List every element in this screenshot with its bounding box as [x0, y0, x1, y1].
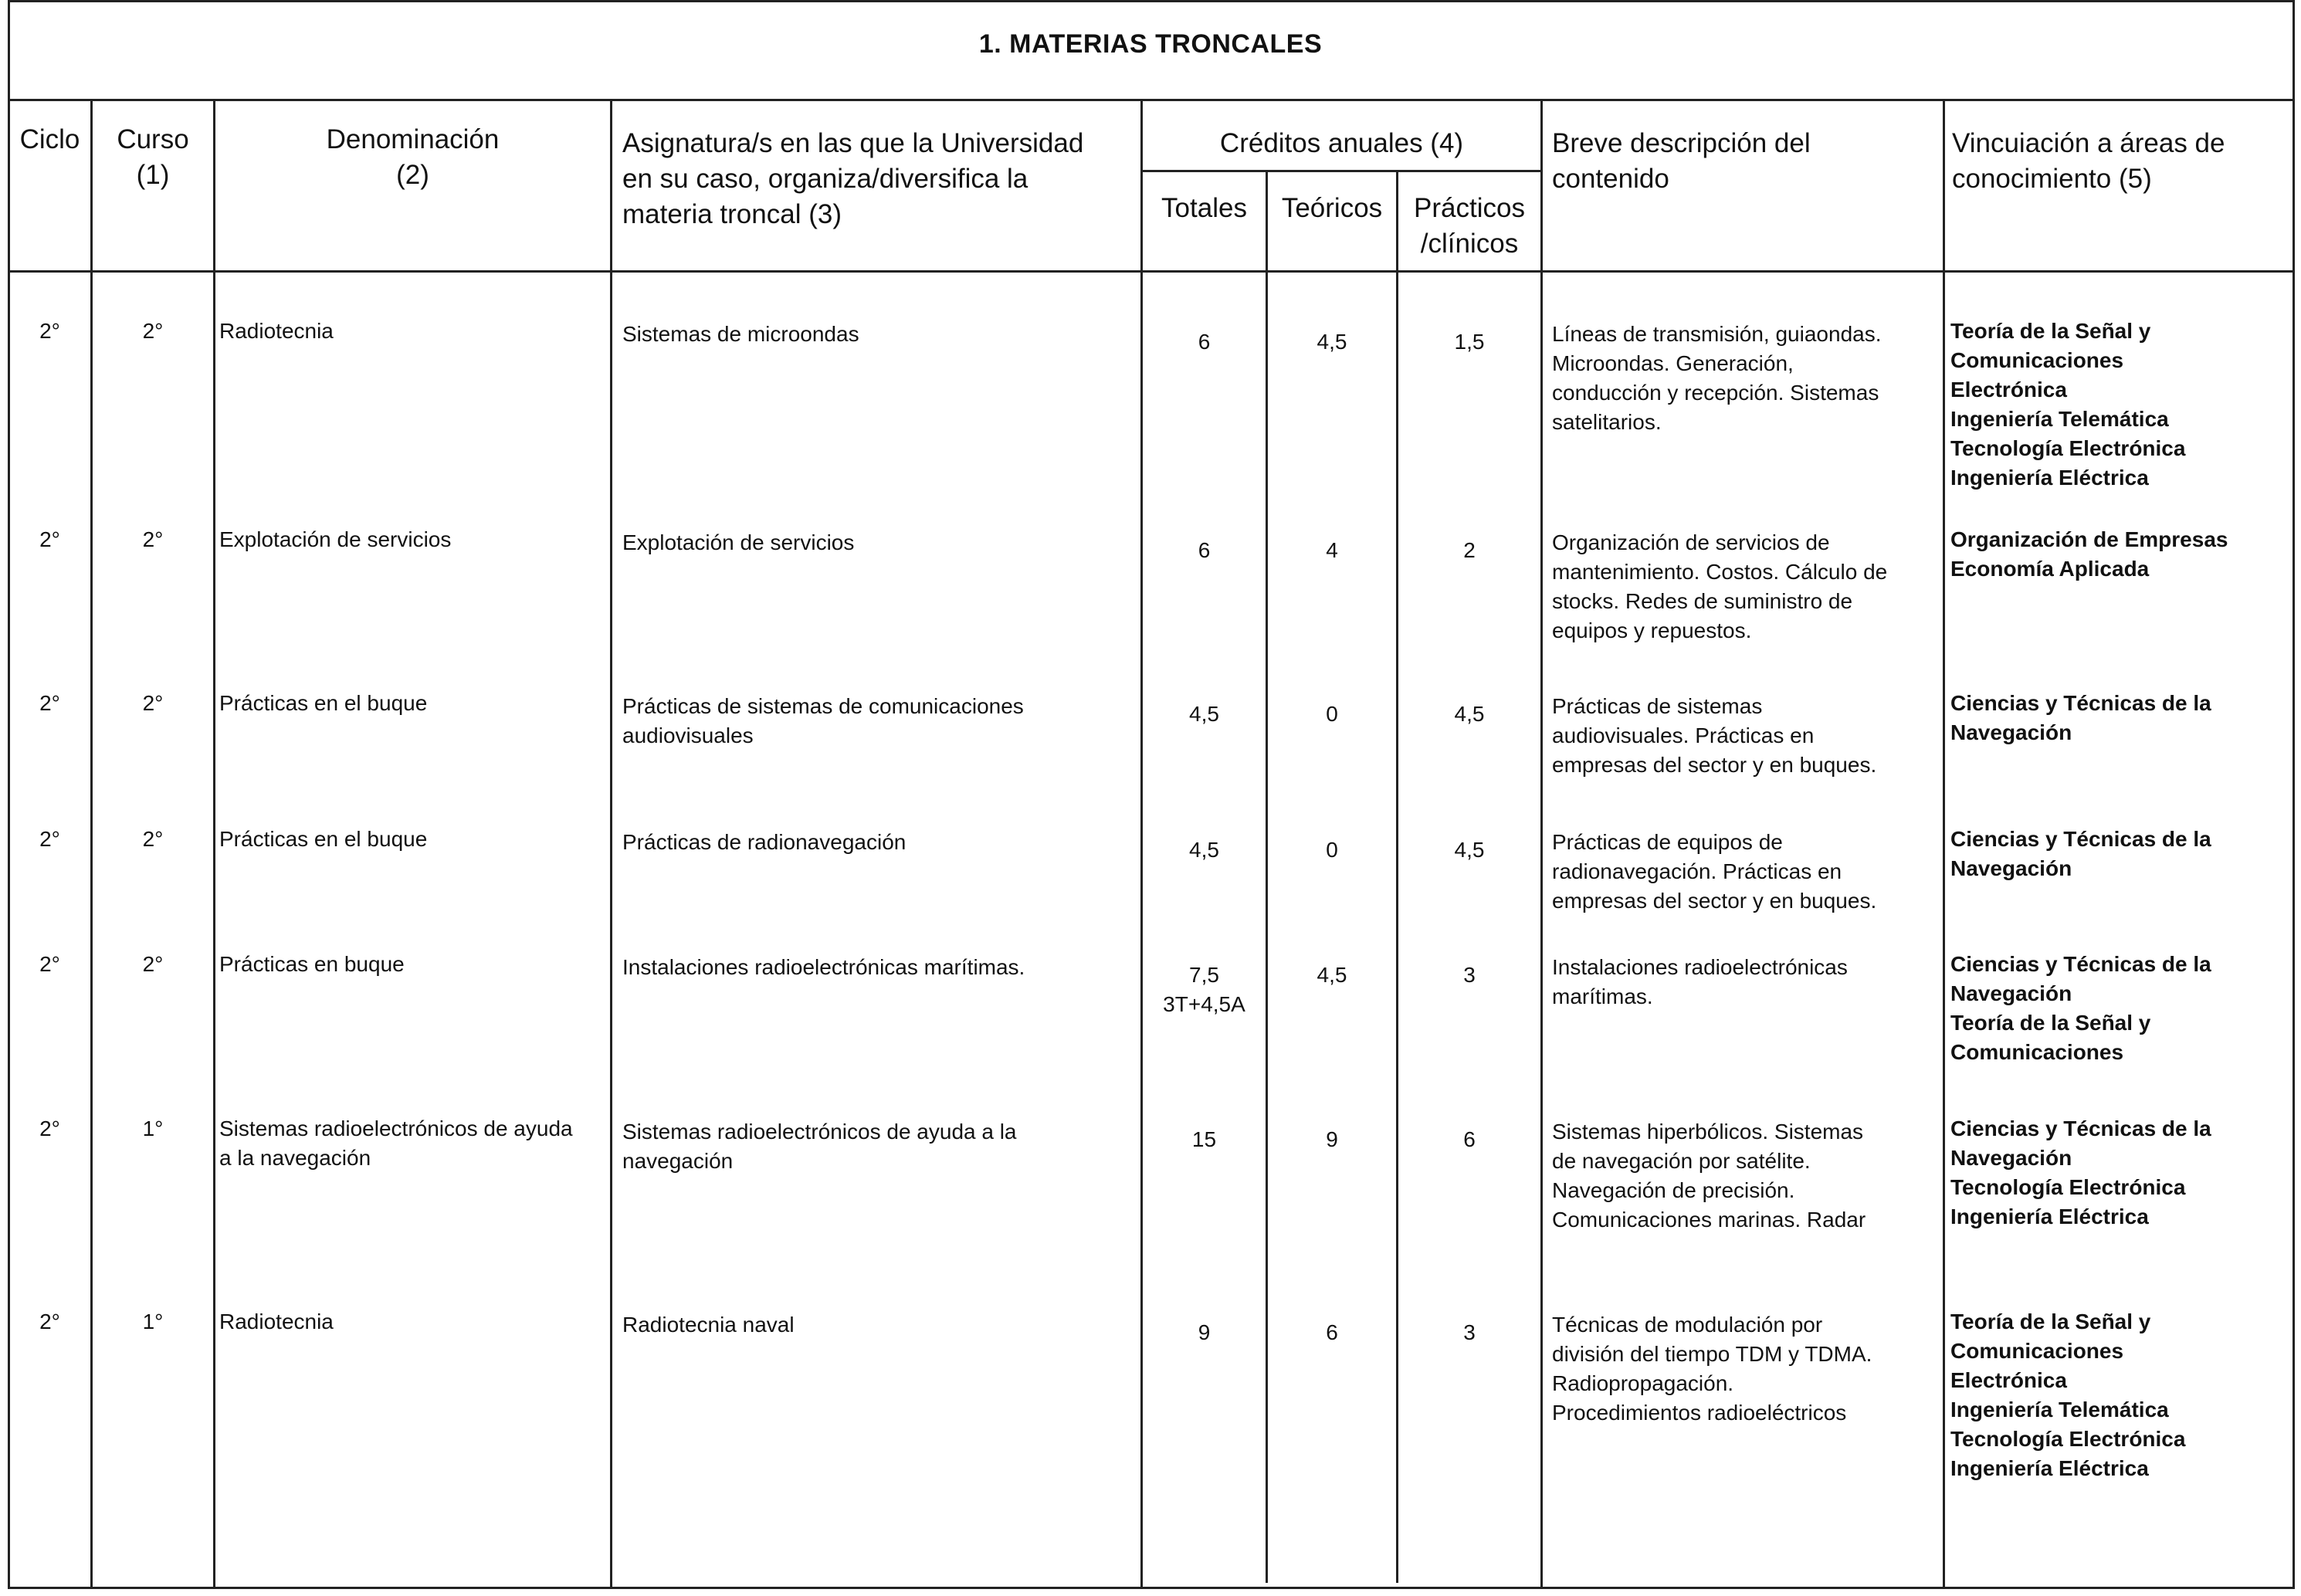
descripcion-line: Sistemas hiperbólicos. Sistemas: [1552, 1120, 1864, 1144]
totales-line: 6: [1198, 538, 1211, 562]
header-ciclo-label: Ciclo: [19, 124, 80, 154]
asignatura-line: Explotación de servicios: [622, 530, 855, 554]
curso-line: 2°: [142, 827, 164, 851]
descripcion-line: Prácticas de equipos de: [1552, 830, 1783, 854]
row-6-curso: [93, 1114, 213, 1144]
creditos-subheader-rule: [1140, 170, 1542, 172]
row-4-totales: [1143, 835, 1266, 865]
row-5-ciclo: [9, 950, 90, 979]
teoricos-line: 0: [1326, 838, 1338, 862]
row-3-totales: [1143, 700, 1266, 729]
row-5-totales: [1143, 961, 1266, 1019]
row-5-descripcion: [1552, 953, 1938, 1011]
descripcion-line: Procedimientos radioeléctricos: [1552, 1401, 1847, 1425]
descripcion-line: Líneas de transmisión, guiaondas.: [1552, 322, 1882, 346]
header-denominacion-label: Denominación: [326, 124, 500, 154]
row-6-descripcion: [1552, 1117, 1938, 1235]
areas-line: Ingeniería Telemática: [1950, 407, 2169, 431]
row-7-denominacion: [219, 1307, 605, 1337]
row-3-denominacion: [219, 689, 605, 718]
row-6-ciclo: [9, 1114, 90, 1144]
row-3-ciclo: [9, 689, 90, 718]
areas-line: Tecnología Electrónica: [1950, 1175, 2186, 1199]
descripcion-line: mantenimiento. Costos. Cálculo de: [1552, 560, 1888, 584]
descripcion-line: satelitarios.: [1552, 410, 1662, 434]
areas-line: Ingeniería Eléctrica: [1950, 1205, 2149, 1228]
row-2-areas: [1950, 525, 2294, 584]
header-vinculacion-line: Vincuiación a áreas de: [1952, 128, 2225, 158]
descripcion-line: Organización de servicios de: [1552, 530, 1830, 554]
row-2-curso: [93, 525, 213, 554]
curso-line: 1°: [142, 1117, 164, 1140]
row-1-ciclo: [9, 317, 90, 346]
page-title: 1. MATERIAS TRONCALES: [978, 29, 1323, 59]
row-3-curso: [93, 689, 213, 718]
totales-line: 9: [1198, 1320, 1211, 1344]
teoricos-line: 4,5: [1317, 963, 1347, 987]
areas-line: Tecnología Electrónica: [1950, 436, 2186, 460]
areas-line: Economía Aplicada: [1950, 557, 2150, 581]
descripcion-line: Prácticas de sistemas: [1552, 694, 1763, 718]
row-6-areas: [1950, 1114, 2294, 1232]
ciclo-line: 2°: [39, 1310, 60, 1333]
row-3-teoricos: [1268, 700, 1396, 729]
areas-line: Comunicaciones: [1950, 348, 2124, 372]
asignatura-line: Radiotecnia naval: [622, 1313, 795, 1337]
header-descripcion-line: Breve descripción del: [1552, 128, 1811, 158]
areas-line: Ingeniería Eléctrica: [1950, 466, 2149, 490]
asignatura-line: Instalaciones radioelectrónicas marítimas.: [622, 955, 1025, 979]
row-6-practicos: [1398, 1125, 1540, 1154]
row-6-totales: [1143, 1125, 1266, 1154]
header-asignatura: [622, 126, 1140, 232]
descripcion-line: Técnicas de modulación por: [1552, 1313, 1823, 1337]
descripcion-line: stocks. Redes de suministro de: [1552, 589, 1853, 613]
row-1-descripcion: [1552, 320, 1938, 437]
asignatura-line: Sistemas de microondas: [622, 322, 859, 346]
header-descripcion-line: contenido: [1552, 164, 1669, 194]
row-7-ciclo: [9, 1307, 90, 1337]
row-4-ciclo: [9, 825, 90, 854]
practicos-line: 3: [1463, 1320, 1476, 1344]
descripcion-line: división del tiempo TDM y TDMA.: [1552, 1342, 1872, 1366]
row-2-denominacion: [219, 525, 605, 554]
row-3-descripcion: [1552, 692, 1938, 780]
row-1-areas: [1950, 317, 2294, 493]
areas-line: Ciencias y Técnicas de la: [1950, 1117, 2211, 1140]
row-2-totales: [1143, 536, 1266, 565]
denominacion-line: Prácticas en buque: [219, 952, 405, 976]
header-curso-label: Curso: [117, 124, 189, 154]
descripcion-line: marítimas.: [1552, 984, 1653, 1008]
totales-line: 4,5: [1189, 838, 1219, 862]
row-2-practicos: [1398, 536, 1540, 565]
practicos-line: 3: [1463, 963, 1476, 987]
row-4-asignatura: [622, 828, 1136, 857]
areas-line: Electrónica: [1950, 378, 2067, 402]
header-teoricos-label: Teóricos: [1281, 193, 1383, 223]
denominacion-line: a la navegación: [219, 1146, 371, 1170]
header-denominacion: [215, 122, 610, 193]
header-practicos-line: /clínicos: [1420, 229, 1519, 259]
row-7-asignatura: [622, 1310, 1136, 1340]
descripcion-line: de navegación por satélite.: [1552, 1149, 1811, 1173]
curso-line: 2°: [142, 691, 164, 715]
descripcion-line: Instalaciones radioelectrónicas: [1552, 955, 1848, 979]
totales-line: 3T+4,5A: [1163, 992, 1245, 1016]
header-bottom-rule: [8, 270, 2295, 273]
denominacion-line: Explotación de servicios: [219, 527, 452, 551]
descripcion-line: Radiopropagación.: [1552, 1371, 1734, 1395]
col-divider-denominacion: [610, 99, 612, 1589]
totales-line: 4,5: [1189, 702, 1219, 726]
ciclo-line: 2°: [39, 1117, 60, 1140]
curso-line: 2°: [142, 527, 164, 551]
descripcion-line: Comunicaciones marinas. Radar: [1552, 1208, 1866, 1232]
areas-line: Ingeniería Eléctrica: [1950, 1456, 2149, 1480]
totales-line: 7,5: [1189, 963, 1219, 987]
teoricos-line: 4,5: [1317, 330, 1347, 354]
row-7-totales: [1143, 1318, 1266, 1347]
ciclo-line: 2°: [39, 319, 60, 343]
row-4-descripcion: [1552, 828, 1938, 916]
descripcion-line: empresas del sector y en buques.: [1552, 753, 1877, 777]
row-4-practicos: [1398, 835, 1540, 865]
ciclo-line: 2°: [39, 527, 60, 551]
row-6-asignatura: [622, 1117, 1136, 1176]
row-4-curso: [93, 825, 213, 854]
header-asignatura-line: en su caso, organiza/diversifica la: [622, 164, 1029, 194]
header-asignatura-line: Asignatura/s en las que la Universidad: [622, 128, 1084, 158]
areas-line: Teoría de la Señal y: [1950, 319, 2151, 343]
practicos-line: 4,5: [1454, 838, 1485, 862]
row-1-teoricos: [1268, 327, 1396, 357]
curso-line: 1°: [142, 1310, 164, 1333]
row-5-teoricos: [1268, 961, 1396, 990]
row-3-asignatura: [622, 692, 1136, 751]
row-7-curso: [93, 1307, 213, 1337]
totales-line: 6: [1198, 330, 1211, 354]
areas-line: Ingeniería Telemática: [1950, 1398, 2169, 1421]
totales-line: 15: [1191, 1127, 1217, 1151]
row-7-teoricos: [1268, 1318, 1396, 1347]
curso-line: 2°: [142, 952, 164, 976]
teoricos-line: 4: [1326, 538, 1338, 562]
header-denominacion-note: (2): [396, 160, 429, 190]
areas-line: Navegación: [1950, 720, 2072, 744]
descripcion-line: audiovisuales. Prácticas en: [1552, 723, 1815, 747]
asignatura-line: Prácticas de sistemas de comunicaciones: [622, 694, 1024, 718]
descripcion-line: equipos y repuestos.: [1552, 618, 1752, 642]
denominacion-line: Sistemas radioelectrónicos de ayuda: [219, 1117, 573, 1140]
denominacion-line: Radiotecnia: [219, 319, 334, 343]
areas-line: Comunicaciones: [1950, 1339, 2124, 1363]
row-4-denominacion: [219, 825, 605, 854]
practicos-line: 6: [1463, 1127, 1476, 1151]
col-divider-curso: [213, 99, 215, 1589]
header-ciclo: [9, 122, 90, 158]
practicos-line: 2: [1463, 538, 1476, 562]
row-5-areas: [1950, 950, 2294, 1067]
header-curso: [93, 122, 213, 193]
header-vinculacion: [1952, 126, 2292, 197]
areas-line: Navegación: [1950, 981, 2072, 1005]
areas-line: Ciencias y Técnicas de la: [1950, 691, 2211, 715]
header-creditos: [1143, 126, 1540, 161]
row-5-practicos: [1398, 961, 1540, 990]
areas-line: Electrónica: [1950, 1368, 2067, 1392]
row-2-descripcion: [1552, 528, 1938, 646]
row-4-areas: [1950, 825, 2294, 883]
asignatura-line: Sistemas radioelectrónicos de ayuda a la: [622, 1120, 1017, 1144]
areas-line: Navegación: [1950, 856, 2072, 880]
teoricos-line: 9: [1326, 1127, 1338, 1151]
areas-line: Comunicaciones: [1950, 1040, 2124, 1064]
areas-line: Ciencias y Técnicas de la: [1950, 952, 2211, 976]
areas-line: Organización de Empresas: [1950, 527, 2228, 551]
areas-line: Teoría de la Señal y: [1950, 1310, 2151, 1333]
denominacion-line: Prácticas en el buque: [219, 827, 428, 851]
title-rule: [8, 99, 2295, 101]
header-vinculacion-line: conocimiento (5): [1952, 164, 2152, 194]
header-practicos: [1398, 191, 1540, 262]
header-curso-note: (1): [136, 160, 170, 190]
header-teoricos: [1268, 191, 1396, 226]
areas-line: Tecnología Electrónica: [1950, 1427, 2186, 1451]
teoricos-line: 6: [1326, 1320, 1338, 1344]
row-6-denominacion: [219, 1114, 605, 1173]
asignatura-line: audiovisuales: [622, 723, 754, 747]
row-2-ciclo: [9, 525, 90, 554]
descripcion-line: Microondas. Generación,: [1552, 351, 1794, 375]
areas-line: Navegación: [1950, 1146, 2072, 1170]
header-practicos-line: Prácticos: [1414, 193, 1525, 223]
descripcion-line: empresas del sector y en buques.: [1552, 889, 1877, 913]
row-5-denominacion: [219, 950, 605, 979]
header-totales: [1143, 191, 1266, 226]
practicos-line: 1,5: [1454, 330, 1485, 354]
row-2-asignatura: [622, 528, 1136, 557]
descripcion-line: conducción y recepción. Sistemas: [1552, 381, 1879, 405]
row-1-denominacion: [219, 317, 605, 346]
row-1-totales: [1143, 327, 1266, 357]
ciclo-line: 2°: [39, 952, 60, 976]
denominacion-line: Prácticas en el buque: [219, 691, 428, 715]
practicos-line: 4,5: [1454, 702, 1485, 726]
col-divider-practicos: [1540, 99, 1543, 1589]
row-3-areas: [1950, 689, 2294, 747]
header-descripcion: [1552, 126, 1938, 197]
descripcion-line: radionavegación. Prácticas en: [1552, 859, 1842, 883]
row-3-practicos: [1398, 700, 1540, 729]
row-1-asignatura: [622, 320, 1136, 349]
col-divider-totales: [1266, 170, 1268, 1583]
header-asignatura-line: materia troncal (3): [622, 199, 842, 229]
header-totales-label: Totales: [1161, 193, 1247, 223]
denominacion-line: Radiotecnia: [219, 1310, 334, 1333]
row-7-areas: [1950, 1307, 2294, 1483]
descripcion-line: Navegación de precisión.: [1552, 1178, 1795, 1202]
ciclo-line: 2°: [39, 827, 60, 851]
asignatura-line: Prácticas de radionavegación: [622, 830, 907, 854]
areas-line: Teoría de la Señal y: [1950, 1011, 2151, 1035]
row-7-practicos: [1398, 1318, 1540, 1347]
row-2-teoricos: [1268, 536, 1396, 565]
row-5-asignatura: [622, 953, 1136, 982]
areas-line: Ciencias y Técnicas de la: [1950, 827, 2211, 851]
header-creditos-label: Créditos anuales (4): [1219, 128, 1464, 158]
row-1-practicos: [1398, 327, 1540, 357]
row-5-curso: [93, 950, 213, 979]
row-1-curso: [93, 317, 213, 346]
row-4-teoricos: [1268, 835, 1396, 865]
row-6-teoricos: [1268, 1125, 1396, 1154]
ciclo-line: 2°: [39, 691, 60, 715]
col-divider-descripcion: [1943, 99, 1945, 1589]
teoricos-line: 0: [1326, 702, 1338, 726]
col-divider-teoricos: [1396, 170, 1398, 1583]
asignatura-line: navegación: [622, 1149, 734, 1173]
row-7-descripcion: [1552, 1310, 1938, 1428]
curso-line: 2°: [142, 319, 164, 343]
